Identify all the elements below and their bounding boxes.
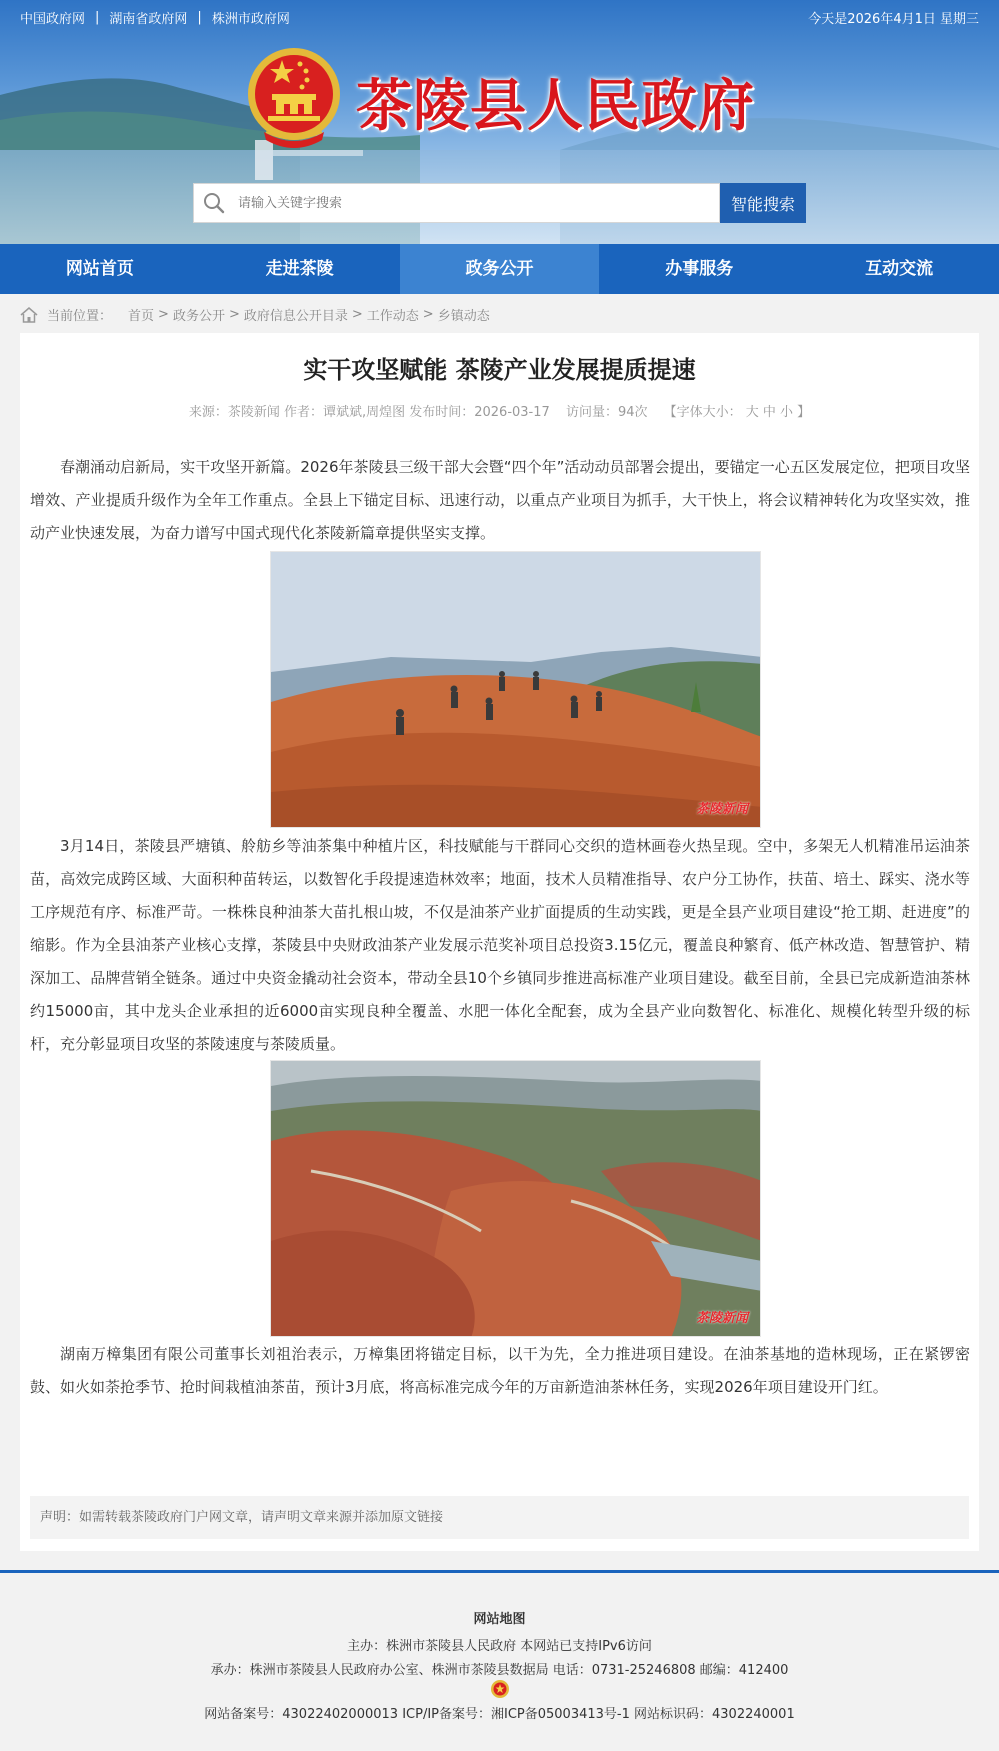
breadcrumb-info-catalog[interactable]: 政府信息公开目录	[243, 309, 348, 324]
footer-record-numbers[interactable]: 网站备案号：43022402000013 ICP/IP备案号：湘ICP备05003413号-1 网站标识码：4302240001	[204, 1707, 795, 1722]
national-emblem-icon	[244, 42, 344, 154]
article-source: 来源：茶陵新闻 作者：谭斌斌,周煌图 发布时间：2026-03-17	[188, 405, 550, 420]
breadcrumb-sep: >	[228, 307, 240, 322]
today-date: 今天是2026年4月1日 星期三	[808, 12, 979, 27]
breadcrumb-gov-affairs[interactable]: 政务公开	[172, 309, 225, 324]
site-footer	[0, 1573, 999, 1751]
search-input[interactable]	[238, 196, 678, 211]
aerial-scene	[271, 1061, 761, 1337]
nav-home[interactable]: 网站首页	[65, 259, 134, 279]
link-hunan-gov[interactable]: 湖南省政府网	[109, 12, 188, 27]
top-link-sep: |	[95, 10, 100, 25]
article-photo-aerial	[270, 1060, 761, 1337]
photo-watermark: 茶陵新闻	[695, 802, 748, 817]
police-badge-icon[interactable]	[490, 1679, 510, 1699]
breadcrumb	[20, 305, 490, 324]
home-icon	[20, 307, 38, 323]
nav-government-affairs[interactable]: 政务公开	[400, 244, 600, 294]
article-paragraph-2: 3月14日，茶陵县严塘镇、舲舫乡等油茶集中种植片区，科技赋能与干群同心交织的造林画卷火热呈现。空中，多架无人机精准吊运油茶苗，高效完成跨区域、大面积种苗转运，以数智化手段提速造林效率；地面，技术人员精准指导、农户分工协作，扶苗、培土、踩实、浇水等工序规范有序、标准严苛。一株株良种油茶大苗扎根山坡，不仅是油茶产业扩面提质的生动实践，更是全县产业项目建设“抢工期、赶进度”的缩影。作为全县油茶产业核心支撑，茶陵县中央财政油茶产业发展示范奖补项目总投资3.15亿元，覆盖良种繁育、低产林改造、智慧管护、精深加工、品牌营销全链条。通过中央资金撬动社会资本，带动全县10个乡镇同步推进高标准产业项目建设。截至目前，全县已完成新造油茶林约15000亩，其中龙头企业承担的近6000亩实现良种全覆盖、水肥一体化全配套，成为全县产业向数智化、标准化、规模化转型升级的标杆，充分彰显项目攻坚的茶陵速度与茶陵质量。	[30, 837, 970, 1053]
article-photo-planting	[270, 551, 761, 828]
search-icon	[203, 192, 225, 214]
breadcrumb-work-news[interactable]: 工作动态	[366, 309, 419, 324]
link-gov-cn[interactable]: 中国政府网	[20, 12, 86, 27]
footer-organizer: 承办：株洲市茶陵县人民政府办公室、株洲市茶陵县数据局 电话：0731-25246808 邮编：412400	[210, 1663, 789, 1678]
planting-scene	[271, 552, 761, 828]
reprint-notice: 声明：如需转载茶陵政府门户网文章，请声明文章来源并添加原文链接	[30, 1496, 969, 1539]
breadcrumb-home[interactable]: 首页	[128, 309, 155, 324]
article-meta	[20, 401, 979, 420]
smart-search-button[interactable]: 智能搜索	[720, 183, 806, 223]
top-links	[20, 8, 290, 27]
breadcrumb-township-news[interactable]: 乡镇动态	[437, 309, 490, 324]
nav-about-chaling[interactable]: 走进茶陵	[265, 259, 334, 279]
font-size-switcher[interactable]: 【字体大小： 大 中 小 】	[663, 405, 811, 420]
footer-sitemap-link[interactable]: 网站地图	[473, 1612, 526, 1627]
search-box	[193, 183, 720, 223]
footer-host: 主办：株洲市茶陵县人民政府 本网站已支持IPv6访问	[347, 1639, 652, 1654]
breadcrumb-sep: >	[422, 307, 434, 322]
nav-services[interactable]: 办事服务	[665, 259, 734, 279]
article-title: 实干攻坚赋能 茶陵产业发展提质提速	[303, 356, 696, 384]
article-paragraph-3: 湖南万樟集团有限公司董事长刘祖治表示，万樟集团将锚定目标，以干为先，全力推进项目建设。在油茶基地的造林现场，正在紧锣密鼓、如火如荼抢季节、抢时间栽植油茶苗，预计3月底，将高标准完成今年的万亩新造油茶林任务，实现2026年项目建设开门红。	[30, 1345, 970, 1396]
site-title: 茶陵县人民政府	[356, 73, 755, 139]
article-paragraph-1: 春潮涌动启新局，实干攻坚开新篇。2026年茶陵县三级干部大会暨“四个年”活动动员部署会提出，要锚定一心五区发展定位，把项目攻坚增效、产业提质升级作为全年工作重点。全县上下锚定目标、迅速行动，以重点产业项目为抓手，大干快上，将会议精神转化为攻坚实效，推动产业快速发展，为奋力谱写中国式现代化茶陵新篇章提供坚实支撑。	[30, 458, 970, 542]
nav-interaction[interactable]: 互动交流	[865, 259, 934, 279]
top-link-sep: |	[197, 10, 202, 25]
photo-watermark: 茶陵新闻	[695, 1311, 748, 1326]
main-nav	[0, 244, 999, 294]
article-views: 访问量：94次	[565, 405, 648, 420]
site-header	[0, 0, 999, 244]
link-zhuzhou-gov[interactable]: 株洲市政府网	[211, 12, 290, 27]
article-card	[20, 333, 979, 1551]
breadcrumb-sep: >	[158, 307, 169, 322]
breadcrumb-sep: >	[351, 307, 363, 322]
breadcrumb-label: 当前位置：	[47, 309, 113, 324]
